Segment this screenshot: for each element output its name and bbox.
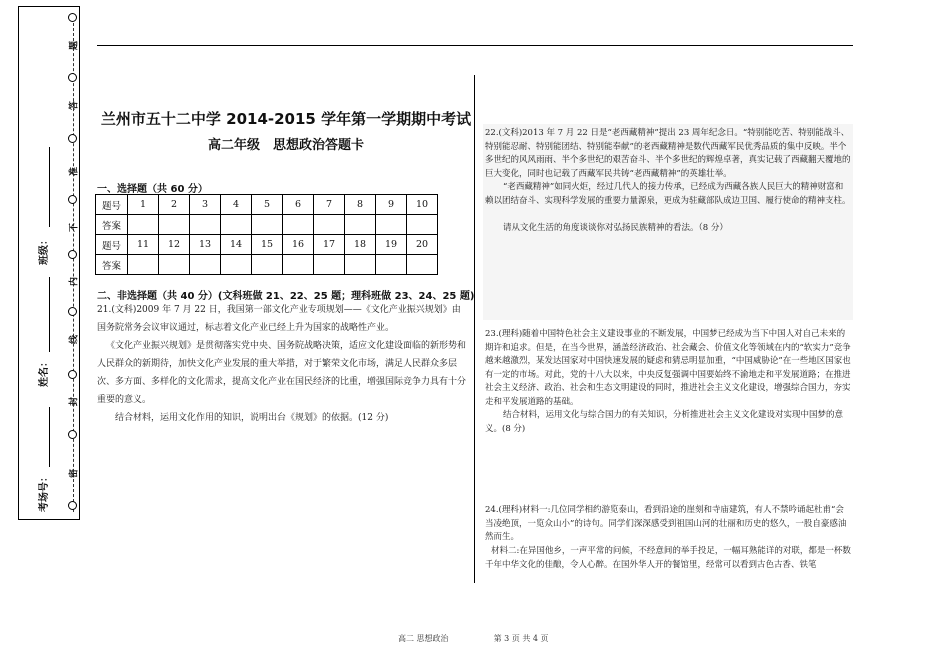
answer-cell[interactable] bbox=[221, 215, 252, 235]
answer-cell[interactable] bbox=[128, 215, 159, 235]
answer-cell[interactable] bbox=[283, 215, 314, 235]
number-row bbox=[96, 195, 438, 215]
name-underline bbox=[49, 277, 50, 352]
question-number: 10 bbox=[407, 195, 438, 215]
grid-row-label: 答案 bbox=[96, 215, 128, 235]
q24-material-2: 材料二:在异国他乡，一声平常的问候，不经意间的举手投足，一幅耳熟能详的对联，都是一杯数千年中华文化的佳酿，令人心醉。在国外华人开的餐馆里，经常可以看到古色古香、铁笔 bbox=[485, 546, 851, 570]
grid-row-label: 答案 bbox=[96, 255, 128, 275]
question-number: 3 bbox=[190, 195, 221, 215]
answer-cell[interactable] bbox=[190, 255, 221, 275]
question-number: 2 bbox=[159, 195, 190, 215]
section1-heading: 一、选择题（共 60 分） bbox=[97, 184, 208, 195]
q22-material-2: “老西藏精神”如同火炬，经过几代人的接力传承，已经成为西藏各族人民巨大的精神财富和赖以团结奋斗、实现科学发展的重要力量源泉，更成为驻藏部队成边卫国、履行使命的精神支柱。 bbox=[485, 182, 851, 206]
seal-char: 不 bbox=[69, 223, 80, 233]
name-label: 姓名： bbox=[39, 357, 50, 387]
seal-circle bbox=[68, 250, 77, 259]
question-number: 18 bbox=[345, 235, 376, 255]
answer-cell[interactable] bbox=[252, 255, 283, 275]
seal-char: 题 bbox=[69, 41, 80, 51]
answer-cell[interactable] bbox=[252, 215, 283, 235]
answer-cell[interactable] bbox=[407, 255, 438, 275]
class-underline bbox=[49, 147, 50, 227]
question-number: 4 bbox=[221, 195, 252, 215]
number-row bbox=[96, 235, 438, 255]
answer-grid bbox=[95, 194, 438, 275]
answer-row bbox=[96, 215, 438, 235]
q24-material-1: 24.(理科)材料一:几位同学相约游览泰山，看到沿途的崖刻和寺庙建筑，有人不禁吟诵起杜甫“会当凌绝顶，一览众山小”的诗句。同学们深深感受到祖国山河的壮丽和历史的悠久，一股自豪感油然而生。 bbox=[485, 505, 847, 542]
seal-circle bbox=[68, 370, 77, 379]
grid-row-label: 题号 bbox=[96, 195, 128, 215]
q23-task: 结合材料，运用文化与综合国力的有关知识，分析推进社会主义文化建设对实现中国梦的意义。(8 分) bbox=[485, 410, 844, 434]
seal-circle bbox=[68, 501, 77, 510]
seal-char: 答 bbox=[69, 101, 80, 111]
answer-row bbox=[96, 255, 438, 275]
seal-circle bbox=[68, 430, 77, 439]
answer-cell[interactable] bbox=[190, 215, 221, 235]
exam-room-underline bbox=[49, 407, 50, 467]
seal-char: 线 bbox=[69, 335, 80, 345]
question-number: 20 bbox=[407, 235, 438, 255]
seal-circle bbox=[68, 134, 77, 143]
header-rule bbox=[97, 45, 853, 46]
q23-material: 23.(理科)随着中国特色社会主义建设事业的不断发展，中国梦已经成为当下中国人对自己未来的期许和追求。但是，在当今世界，涵盖经济政治、社会藏会、价值文化等领域在内的“软实力”竞争越来越激烈，某发达国家对中国快速发展的疑虑和猜忌明显加重，“中国威胁论”在一些地区国家也有一定的市场。对此，党的十八大以来，中央反复强调中国要始终不渝地走和平发展道路；在推进社会主义经济、政治、社会和生态文明建设的同时，推进社会主义文化建设，增强综合国力，夯实走和平发展道路的基础。 bbox=[485, 329, 851, 407]
exam-subtitle: 高二年级 思想政治答题卡 bbox=[207, 138, 364, 153]
question-number: 6 bbox=[283, 195, 314, 215]
seal-char: 密 bbox=[69, 469, 80, 479]
answer-cell[interactable] bbox=[159, 215, 190, 235]
question-number: 19 bbox=[376, 235, 407, 255]
question-number: 13 bbox=[190, 235, 221, 255]
answer-cell[interactable] bbox=[345, 215, 376, 235]
answer-cell[interactable] bbox=[283, 255, 314, 275]
question-number: 16 bbox=[283, 235, 314, 255]
answer-cell[interactable] bbox=[314, 215, 345, 235]
binding-strip bbox=[18, 6, 80, 520]
question-number: 5 bbox=[252, 195, 283, 215]
footer-subject: 高二 思想政治 bbox=[398, 634, 449, 643]
exam-title: 兰州市五十二中学 2014-2015 学年第一学期期中考试 bbox=[100, 110, 472, 128]
question-number: 7 bbox=[314, 195, 345, 215]
footer-page-number: 第 3 页 共 4 页 bbox=[493, 634, 549, 643]
answer-cell[interactable] bbox=[314, 255, 345, 275]
question-number: 1 bbox=[128, 195, 159, 215]
page-footer bbox=[398, 633, 549, 644]
question-number: 11 bbox=[128, 235, 159, 255]
q21-task: 结合材料，运用文化作用的知识，说明出台《规划》的依据。(12 分) bbox=[115, 413, 389, 423]
answer-cell[interactable] bbox=[221, 255, 252, 275]
q21-material-1: 21.(文科)2009 年 7 月 22 日，我国第一部文化产业专项规划——《文化产业振兴规划》由国务院常务会议审议通过，标志着文化产业已经上升为国家的战略性产业。 bbox=[97, 305, 461, 333]
answer-cell[interactable] bbox=[407, 215, 438, 235]
answer-cell[interactable] bbox=[376, 215, 407, 235]
seal-circle bbox=[68, 73, 77, 82]
section2-heading: 二、非选择题（共 40 分）(文科班做 21、22、25 题；理科班做 23、24、25 题) bbox=[97, 291, 475, 302]
question-number: 17 bbox=[314, 235, 345, 255]
answer-cell[interactable] bbox=[345, 255, 376, 275]
question-number: 8 bbox=[345, 195, 376, 215]
seal-circle bbox=[68, 195, 77, 204]
question-number: 12 bbox=[159, 235, 190, 255]
question-number: 15 bbox=[252, 235, 283, 255]
seal-circle bbox=[68, 13, 77, 22]
seal-char: 内 bbox=[69, 277, 80, 287]
exam-room-label: 考场号： bbox=[39, 472, 50, 512]
answer-cell[interactable] bbox=[159, 255, 190, 275]
q22-task: 请从文化生活的角度谈谈你对弘扬民族精神的看法。（8 分） bbox=[503, 223, 728, 233]
question-number: 9 bbox=[376, 195, 407, 215]
seal-char: 封 bbox=[69, 397, 80, 407]
class-label: 班级： bbox=[39, 235, 50, 265]
seal-circle bbox=[68, 307, 77, 316]
seal-char: 准 bbox=[69, 167, 80, 177]
grid-row-label: 题号 bbox=[96, 235, 128, 255]
q21-material-2: 《文化产业振兴规划》是贯彻落实党中央、国务院战略决策，适应文化建设面临的新形势和人民群众的新期待，加快文化产业发展的重大举措，对于繁荣文化市场，满足人民群众多层次、多方面、多样化的文化需求，提高文化产业在国民经济的比重，增强国际竞争力具有十分重要的意义。 bbox=[97, 341, 467, 405]
question-number: 14 bbox=[221, 235, 252, 255]
answer-cell[interactable] bbox=[376, 255, 407, 275]
q22-material-1: 22.(文科)2013 年 7 月 22 日是“老西藏精神”提出 23 周年纪念日。“特别能吃苦、特别能战斗、特别能忍耐、特别能团结、特别能奉献”的老西藏精神是数代西藏军民优秀品质的集中反映。半个多世纪的风风雨雨、半个多世纪的艰苦奋斗、半个多世纪的辉煌卓著，真实记载了西藏翻天覆地的巨大变化，同时也记载了西藏军民共铸“老西藏精神”的英雄壮举。 bbox=[485, 128, 851, 179]
answer-cell[interactable] bbox=[128, 255, 159, 275]
